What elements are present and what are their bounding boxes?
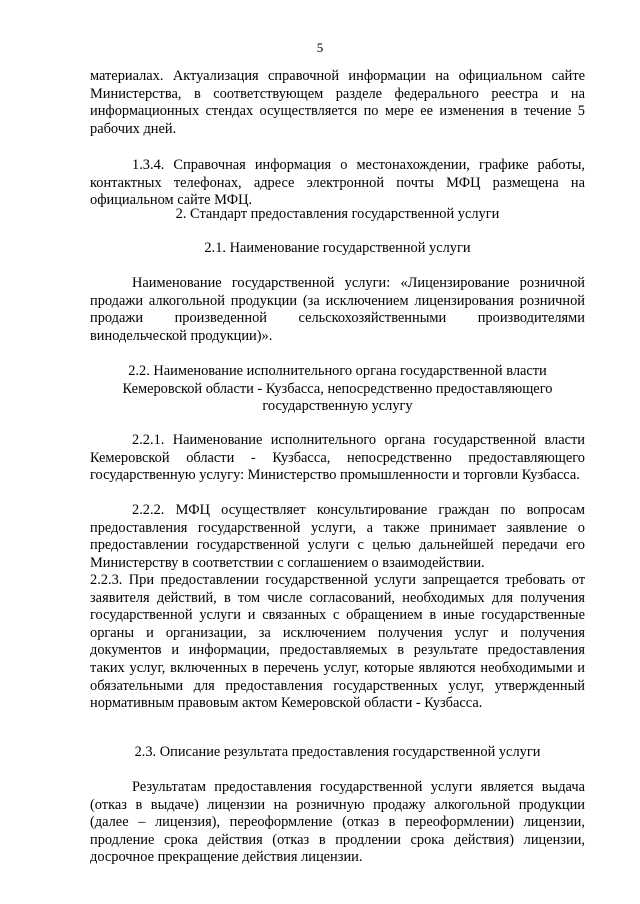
- section-heading-2-2: 2.2. Наименование исполнительного органа государственной власти Кемеровской области - Кузбасса, непосредственно предоставляющего государственную услугу: [122, 363, 553, 415]
- paragraph-2-2-2: 2.2.2. МФЦ осуществляет консультирование граждан по вопросам предоставления государственной услуги, а также принимает заявление о предоставлении государственной услуги с целью дальнейшей передачи его Министерству в соответствии с соглашением о взаимодействии.: [90, 502, 585, 571]
- section-heading-2-1: 2.1. Наименование государственной услуги: [204, 240, 471, 256]
- section-heading-2: 2. Стандарт предоставления государственной услуги: [175, 206, 500, 222]
- page-number: 5: [316, 40, 324, 55]
- paragraph-1-3-4: 1.3.4. Справочная информация о местонахождении, графике работы, контактных телефонах, адресе электронной почты МФЦ размещена на официальном сайте МФЦ.: [90, 157, 585, 209]
- section-heading-2-3: 2.3. Описание результата предоставления государственной услуги: [134, 744, 541, 760]
- paragraph-2-2-1: 2.2.1. Наименование исполнительного органа государственной власти Кемеровской области - Кузбасса, непосредственно предоставляющего государственную услугу: Министерство промышленности и торговли Кузбасса.: [90, 432, 585, 484]
- paragraph-2-1: Наименование государственной услуги: «Лицензирование розничной продажи алкогольной продукции (за исключением лицензирования розничной продажи произведенной сельскохозяйственными производителями винодельческой продукции)».: [90, 275, 585, 344]
- paragraph-carryover: материалах. Актуализация справочной информации на официальном сайте Министерства, в соответствующем разделе федерального реестра и на информационных стендах осуществляется по мере ее изменения в течение 5 рабочих дней.: [90, 68, 585, 137]
- paragraph-2-2-3: 2.2.3. При предоставлении государственной услуги запрещается требовать от заявителя действий, в том числе согласований, необходимых для получения государственной услуги и связанных с обращением в иные государственные органы и организации, за исключением получения услуг и получения документов и информации, предоставляемых в результате предоставления таких услуг, включенных в перечень услуг, которые являются необходимыми и обязательными для предоставления государственных услуг, утвержденный нормативным правовым актом Кемеровской области - Кузбасса.: [90, 572, 585, 712]
- paragraph-2-3: Результатам предоставления государственной услуги является выдача (отказ в выдаче) лицензии на розничную продажу алкогольной продукции (далее – лицензия), переоформление (отказ в переоформлении) лицензии, продление срока действия (отказ в продлении срока действия) лицензии, досрочное прекращение действия лицензии.: [90, 779, 585, 866]
